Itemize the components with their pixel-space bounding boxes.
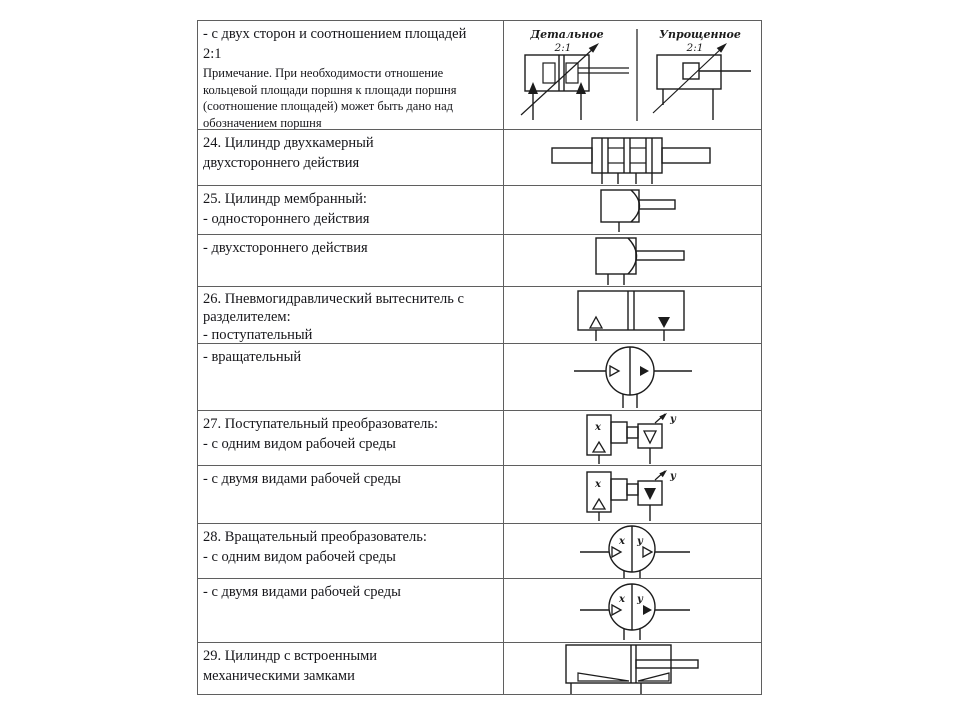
row-symbol-cell — [504, 524, 761, 578]
membrane-cylinder-double-icon — [568, 236, 698, 286]
row-text-line: - с одним видом рабочей среды — [203, 436, 396, 452]
row-text-line: 29. Цилиндр с встроенными — [203, 648, 378, 664]
row-text-line: - одностороннего действия — [203, 211, 370, 227]
y-label: y — [636, 593, 643, 605]
x-label: x — [618, 593, 625, 605]
row-text-line: 2:1 — [203, 46, 222, 62]
row-text-line: 26. Пневмогидравлический вытеснитель с — [203, 291, 464, 307]
ratio-label: 2:1 — [554, 42, 571, 54]
row-text-cell — [198, 21, 504, 129]
row-symbol-cell — [504, 643, 761, 694]
displacer-linear-icon — [568, 288, 698, 342]
row-text-line: - двухстороннего действия — [203, 240, 368, 256]
row-text-cell — [198, 524, 504, 578]
row-symbol-cell — [504, 287, 761, 343]
table-row — [198, 523, 761, 578]
row-text-line: - с двумя видами рабочей среды — [203, 584, 401, 600]
y-label: y — [636, 536, 643, 547]
symbols-table — [197, 20, 762, 695]
row-text-line: - с двух сторон и соотношением площадей — [203, 26, 467, 42]
row-text-cell — [198, 235, 504, 286]
row-text-line: - с двумя видами рабочей среды — [203, 471, 401, 487]
row-symbol-cell — [504, 344, 761, 410]
ratio-label: 2:1 — [686, 42, 703, 54]
rotary-converter-one-medium-icon — [566, 524, 700, 578]
table-row — [198, 410, 761, 465]
row-text-line: - поступательный — [203, 327, 313, 343]
row-text-cell — [198, 411, 504, 465]
row-symbol-cell — [504, 466, 761, 523]
membrane-cylinder-single-icon — [573, 187, 693, 233]
x-label: x — [594, 478, 601, 490]
table-row — [198, 642, 761, 694]
row-text-cell — [198, 344, 504, 410]
row-text-line: механическими замками — [203, 668, 355, 684]
row-text-line: 27. Поступательный преобразователь: — [203, 416, 439, 432]
two-chamber-cylinder-icon — [548, 131, 718, 185]
table-row — [198, 185, 761, 234]
linear-converter-one-medium-icon — [573, 411, 693, 465]
row-symbol-cell — [504, 21, 761, 129]
y-label: y — [669, 414, 676, 425]
simplified-label: Упрощенное — [658, 28, 741, 41]
row-text-line: - с одним видом рабочей среды — [203, 549, 396, 565]
row-note: Примечание. При необходимости отношение кольцевой площади поршня к площади поршня (соотношение площадей) может быть дано над обозначением поршня — [203, 66, 457, 129]
row-symbol-cell — [504, 186, 761, 234]
x-label: x — [618, 536, 625, 547]
row-text-cell — [198, 130, 504, 185]
row-text-line: разделителем: — [203, 309, 291, 325]
row-text-line: 28. Вращательный преобразователь: — [203, 529, 427, 545]
row-text-cell — [198, 186, 504, 234]
row-symbol-cell — [504, 130, 761, 185]
x-label: x — [594, 422, 601, 433]
displacer-rotary-icon — [566, 345, 700, 409]
table-row — [198, 21, 761, 129]
y-label: y — [669, 470, 676, 482]
row-text-cell — [198, 643, 504, 694]
table-row — [198, 286, 761, 343]
row-text-cell — [198, 579, 504, 642]
table-row — [198, 343, 761, 410]
cylinder-mechanical-locks-icon — [558, 643, 708, 694]
table-row — [198, 129, 761, 185]
table-row — [198, 234, 761, 286]
table-row — [198, 578, 761, 642]
row-symbol-cell — [504, 235, 761, 286]
row-text-line: - вращательный — [203, 349, 302, 365]
detailed-label: Детальное — [529, 28, 604, 41]
table-row — [198, 465, 761, 523]
double-rod-cylinder-detailed-simplified-icon — [507, 23, 759, 127]
row-text-line: 25. Цилиндр мембранный: — [203, 191, 367, 207]
row-text-cell — [198, 466, 504, 523]
row-symbol-cell — [504, 579, 761, 642]
row-text-cell — [198, 287, 504, 343]
linear-converter-two-media-icon — [573, 468, 693, 522]
row-text-line: 24. Цилиндр двухкамерный — [203, 135, 374, 151]
rotary-converter-two-media-icon — [566, 581, 700, 641]
row-text-line: двухстороннего действия — [203, 155, 360, 171]
row-symbol-cell — [504, 411, 761, 465]
